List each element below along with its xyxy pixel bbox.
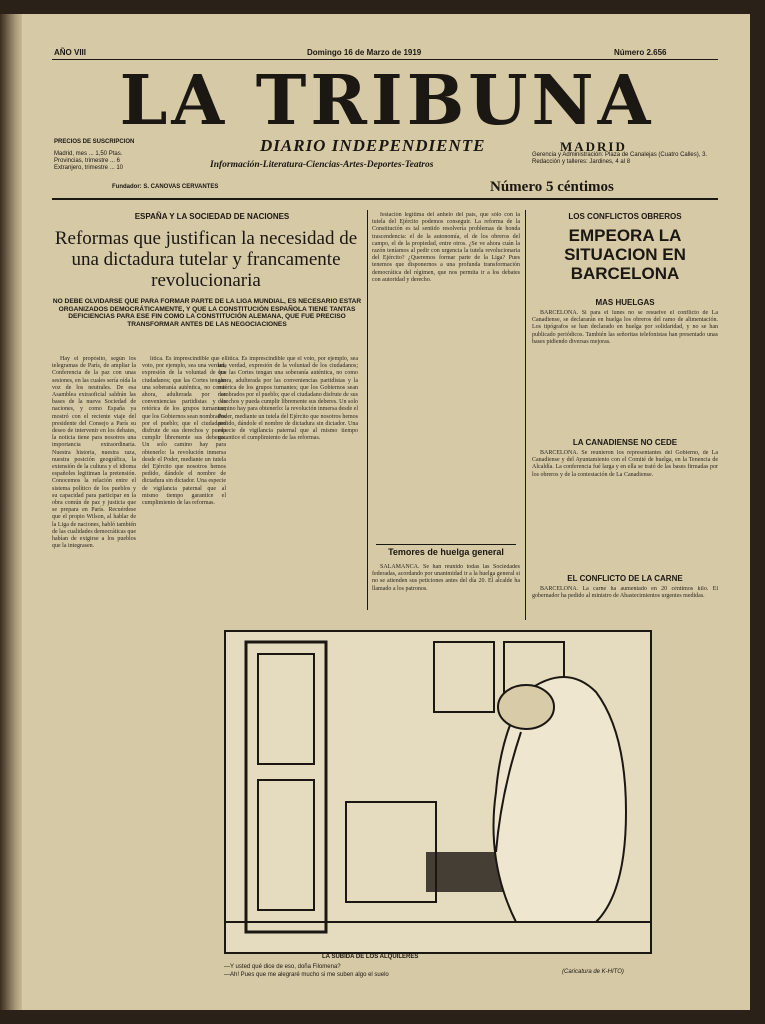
main-article-headline: Reformas que justifican la necesidad de una dictadura tutelar y francamente revolucionaria bbox=[54, 228, 358, 291]
top-rule bbox=[52, 59, 718, 60]
cartoon-line-1: —Y usted qué dice de eso, doña Filomena? bbox=[224, 964, 341, 970]
price-label: Número 5 céntimos bbox=[490, 179, 614, 195]
right-section-heading: EL CONFLICTO DE LA CARNE bbox=[567, 574, 683, 583]
date-label: Domingo 16 de Marzo de 1919 bbox=[307, 48, 422, 57]
masthead-title: LA TRIBUNA bbox=[119, 61, 655, 141]
masthead-subtitle: DIARIO INDEPENDIENTE bbox=[260, 136, 486, 155]
col2-text: lítica. Es imprescindible que el voto, por ejemplo, sea una verdad, expresión de la voluntad de los ciudadanos; que las Cortes tengan una soberanía auténtica, no como ahora, adulterada por las conveniencias partidistas y la retórica de los grupos turnantes; que los Gobiernos sean nombrados por el pueblo; que el ciudadano disfrute de sus derechos y pueda cumplir libremente sus deberes. Un solo camino hay para obtenerlo: la revolución inmersa desde el Poder, mediante un tutela del Ejército que nosotros hemos pedido, dándole el nombre de dictadura sin dictador. Una especie de vigilancia paternal que al mismo tiempo garantice el cumplimiento de las reformas. bbox=[218, 356, 358, 442]
main-article-col1 bbox=[52, 356, 136, 996]
newspaper-page bbox=[22, 14, 750, 1010]
main-article-col3 bbox=[372, 212, 520, 542]
issue-number: Número 2.656 bbox=[614, 48, 667, 57]
right-text-block bbox=[532, 586, 718, 622]
main-article-kicker: ESPAÑA Y LA SOCIEDAD DE NACIONES bbox=[134, 212, 290, 221]
sidebar-body bbox=[372, 564, 520, 618]
book-spine bbox=[0, 14, 22, 1010]
col1b-text: lítica. Es imprescindible que el voto, por ejemplo, sea una verdad, expresión de la voluntad de los ciudadanos; que las Cortes tengan una soberanía auténtica, no como ahora, adulterada por las conveniencias partidistas y la retórica de los grupos turnantes; que los Gobiernos sean nombrados por el pueblo; que el ciudadano disfrute de sus derechos y pueda cumplir libremente sus deberes. Un solo camino hay para obtenerlo: la revolución inmersa desde el Poder, mediante un tutela del Ejército que nosotros hemos pedido, dándole el nombre de dictadura sin dictador. Una especie de vigilancia paternal que al mismo tiempo garantice el cumplimiento de las reformas. bbox=[142, 356, 226, 507]
right-text: BARCELONA. Se reunieron los representantes del Gobierno, de La Canadiense y del Ayuntamiento con el Comité de huelga, en la Tenencia de Alcaldía. La conferencia fué larga y en ella se trató de las bases firmadas por los obreros y de la contestación de La Canadiense. bbox=[532, 450, 718, 478]
right-text: BARCELONA. La carne ha aumentado en 20 céntimos kilo. El gobernador ha pedido al ministro de Abastecimientos urgentes medidas. bbox=[532, 586, 718, 600]
column-rule bbox=[367, 210, 368, 610]
sections-line: Información-Literatura-Ciencias-Artes-Deportes-Teatros bbox=[210, 160, 434, 170]
main-article-col2 bbox=[218, 356, 358, 616]
cartoon-illustration bbox=[224, 630, 652, 954]
subscription-box bbox=[54, 139, 194, 172]
col1-text: Hay el propósito, según los telegramas de París, de ampliar la Conferencia de la paz con unas sesiones, en las cuales sería oída la voz de los neutrales. De esa Asamblea extraoficial saldrán las bases de la nueva Sociedad de naciones, y como España ya mostró con el reciente viaje del presidente del Consejo a París su deseo de intervenir en los debates, la noticia tiene para nosotros una importancia extraordinaria. Nuestra historia, nuestra raza, nuestra posición geográfica, la extensión de la cultura y el idioma españoles legitiman la pretensión. Conocemos la relación entre el sistema político de los pueblos y su capacidad para participar en la obra común de paz y justicia que se prepara en París. Recuérdese que el propio Wilson, al hablar de la Liga de naciones, habló también de las cualidades democráticas que habían de exigirse a los pueblos que la integrasen. bbox=[52, 356, 136, 550]
subscription-line: Madrid, mes ... 1,50 Ptas. bbox=[54, 151, 123, 157]
subscription-line: Provincias, trimestre ... 6 bbox=[54, 158, 121, 164]
masthead-rule bbox=[52, 198, 718, 200]
subscription-line: Extranjero, trimestre ... 10 bbox=[54, 165, 124, 171]
right-section-heading: MAS HUELGAS bbox=[595, 298, 655, 307]
right-section-heading: LA CANADIENSE NO CEDE bbox=[572, 438, 678, 447]
column-rule-right bbox=[525, 210, 526, 620]
sidebar-text: SALAMANCA. Se han reunido todas las Sociedades federadas, acordando por unanimidad ir a la huelga general si no se atienden sus peticiones antes del día 20. El alcalde ha llamado a los patronos. bbox=[372, 564, 520, 592]
main-article-subhead: NO DEBE OLVIDARSE QUE PARA FORMAR PARTE DE LA LIGA MUNDIAL, ES NECESARIO ESTAR ORGANIZADOS DEMOCRÁTICAMENTE, Y QUE LA CONSTITUCIÓN ESPAÑOLA TIENE TANTAS DEFICIENCIAS PARA ESE FIN COMO LA CONSTITUCIÓN ALEMANA, QUE FUE PRECISO TRANSFORMAR ANTES DE LAS NEGOCIACIONES bbox=[52, 298, 362, 328]
year-label: AÑO VIII bbox=[54, 48, 87, 57]
subscription-title: PRECIOS DE SUSCRIPCION bbox=[54, 139, 135, 145]
main-article-col1b bbox=[142, 356, 226, 996]
right-text: BARCELONA. Si para el lunes no se resuelve el conflicto de La Canadiense, se declararán en huelga los obreros del ramo de alimentación. Los tipógrafos se han declarado en huelga por solidaridad, y no se han publicado periódicos. También las señoritas telefonistas han presentado unas bases pidiendo diversas mejoras. bbox=[532, 310, 718, 345]
right-headline: EMPEORA LA SITUACION EN BARCELONA bbox=[564, 226, 686, 283]
right-text-block bbox=[532, 310, 718, 434]
cartoon-line-2: —Ah! Pues que me alegraré mucho si me suben algo el suelo bbox=[224, 972, 389, 978]
right-kicker: LOS CONFLICTOS OBREROS bbox=[568, 212, 682, 221]
right-text-block bbox=[532, 450, 718, 570]
cartoon-drawing bbox=[226, 632, 650, 952]
sidebar-rule bbox=[376, 544, 516, 545]
col3-text: festación legítima del anhelo del país, que sólo con la tutela del Ejército podemos conseguir. La reforma de la Constitución es tal sentido resolvería problemas de honda trascendencia: el de la autonomía, el de los obreros del campo, el de la propiedad, entre otros. ¿Se ve ahora cuán la razón teníamos al pedir con urgencia la tutela revolucionaria del Ejército? ¿Queremos formar parte de la Liga? Pues tenemos que disponernos a una profunda transformación democrática del régimen, que nos permita ir a los debates con autoridad y derecho. bbox=[372, 212, 520, 283]
sidebar-headline: Temores de huelga general bbox=[388, 547, 504, 557]
cartoon-credit: (Caricatura de K-HITO) bbox=[562, 969, 624, 975]
cartoon-title: LA SUBIDA DE LOS ALQUILERES bbox=[322, 954, 419, 960]
city-label: MADRID bbox=[560, 139, 627, 154]
founder-line: Fundador: S. CANOVAS CERVANTES bbox=[112, 184, 219, 190]
admin-address: Gerencia y Administración: Plaza de Canalejas (Cuatro Calles), 3. Redacción y talleres: Jardines, 4 al 8 bbox=[532, 152, 708, 165]
